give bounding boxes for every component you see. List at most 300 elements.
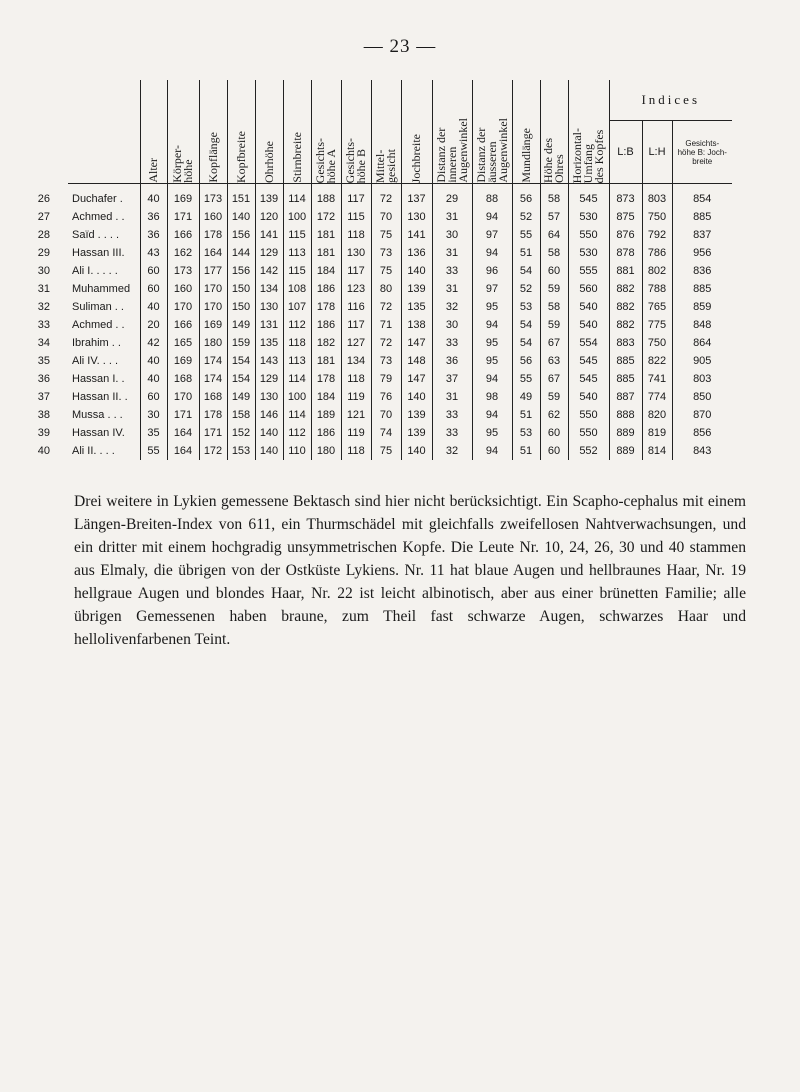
table-cell: 64 <box>540 226 568 244</box>
table-cell: 75 <box>371 442 401 460</box>
header-horizontal-umfang: Horizontal- Umfang des Kopfes <box>568 80 609 184</box>
table-cell: 882 <box>609 298 642 316</box>
table-cell: 40 <box>140 298 167 316</box>
table-cell: 112 <box>283 316 311 334</box>
table-cell: 112 <box>283 424 311 442</box>
row-number: 30 <box>37 265 50 277</box>
table-cell: 146 <box>255 406 283 424</box>
table-cell: 136 <box>401 244 432 262</box>
person-name: Hassan I. . <box>72 373 125 385</box>
table-cell: 30 <box>432 226 472 244</box>
person-name: Saïd . . . . <box>72 229 120 241</box>
person-name: Mussa . . . <box>72 409 123 421</box>
person-name: Duchafer . <box>72 193 123 205</box>
table-cell: 552 <box>568 442 609 460</box>
table-cell: 60 <box>140 280 167 298</box>
table-cell: 71 <box>371 316 401 334</box>
table-cell: 67 <box>540 370 568 388</box>
table-cell: 149 <box>227 388 255 406</box>
table-cell: 33 <box>432 334 472 352</box>
table-cell: 150 <box>227 280 255 298</box>
table-cell: 188 <box>311 184 341 209</box>
header-koerperhoehe: Körper- höhe <box>167 80 199 184</box>
table-cell: 545 <box>568 352 609 370</box>
table-cell: 31 <box>432 280 472 298</box>
table-cell: 177 <box>199 262 227 280</box>
table-cell: 60 <box>540 442 568 460</box>
table-cell: 856 <box>672 424 732 442</box>
table-cell: 186 <box>311 424 341 442</box>
table-cell: 864 <box>672 334 732 352</box>
table-row <box>68 406 732 424</box>
table-cell: 97 <box>472 226 512 244</box>
table-cell: 79 <box>371 370 401 388</box>
table-cell: 184 <box>311 262 341 280</box>
table-cell: 140 <box>401 262 432 280</box>
table-cell: 786 <box>642 244 672 262</box>
table-cell: 166 <box>167 316 199 334</box>
table-cell: 164 <box>199 244 227 262</box>
table-cell: 118 <box>341 442 371 460</box>
row-number: 31 <box>37 283 50 295</box>
table-cell: 173 <box>199 184 227 209</box>
table-cell: 181 <box>311 244 341 262</box>
table-cell: 843 <box>672 442 732 460</box>
table-cell: 62 <box>540 406 568 424</box>
table-cell: 836 <box>672 262 732 280</box>
table-cell: 850 <box>672 388 732 406</box>
table-cell: 75 <box>371 262 401 280</box>
header-mittelgesicht: Mittel- gesicht <box>371 80 401 184</box>
table-cell: 123 <box>341 280 371 298</box>
table-cell: 55 <box>512 226 540 244</box>
table-cell: 540 <box>568 298 609 316</box>
table-cell: 121 <box>341 406 371 424</box>
table-cell: 168 <box>167 370 199 388</box>
table-cell: 40 <box>140 184 167 209</box>
table-cell: 140 <box>401 442 432 460</box>
table-cell: 138 <box>401 316 432 334</box>
table-cell: 43 <box>140 244 167 262</box>
row-number: 40 <box>37 445 50 457</box>
table-cell: 545 <box>568 184 609 209</box>
table-cell: 72 <box>371 334 401 352</box>
table-cell: 141 <box>255 226 283 244</box>
table-cell: 130 <box>255 298 283 316</box>
header-kopfbreite: Kopfbreite <box>227 80 255 184</box>
table-cell: 150 <box>227 298 255 316</box>
table-cell: 170 <box>167 388 199 406</box>
table-cell: 60 <box>140 388 167 406</box>
table-cell: 169 <box>167 352 199 370</box>
table-cell: 159 <box>227 334 255 352</box>
table-cell: 95 <box>472 334 512 352</box>
table-cell: 550 <box>568 226 609 244</box>
table-cell: 164 <box>167 424 199 442</box>
table-cell: 178 <box>199 226 227 244</box>
table-cell: 20 <box>140 316 167 334</box>
person-name: Ali IV. . . . <box>72 355 119 367</box>
table-cell: 560 <box>568 280 609 298</box>
row-number: 39 <box>37 427 50 439</box>
table-cell: 96 <box>472 262 512 280</box>
table-cell: 154 <box>227 352 255 370</box>
table-cell: 56 <box>512 352 540 370</box>
table-cell: 180 <box>199 334 227 352</box>
table-cell: 94 <box>472 442 512 460</box>
table-cell: 74 <box>371 424 401 442</box>
table-row <box>68 262 732 280</box>
header-gesichtshoehe-a: Gesichts- höhe A <box>311 80 341 184</box>
table-cell: 120 <box>255 208 283 226</box>
person-name: Muhammed <box>72 283 131 295</box>
table-cell: 554 <box>568 334 609 352</box>
table-cell: 792 <box>642 226 672 244</box>
table-cell: 149 <box>227 316 255 334</box>
table-cell: 94 <box>472 244 512 262</box>
table-cell: 129 <box>255 244 283 262</box>
table-cell: 171 <box>167 406 199 424</box>
table-cell: 55 <box>512 370 540 388</box>
table-cell: 29 <box>432 184 472 209</box>
table-cell: 887 <box>609 388 642 406</box>
body-paragraph: Drei weitere in Lykien gemessene Bektasch sind hier nicht berücksichtigt. Ein Scapho-cephalus mit einem Längen-Breiten-Index von 611, ein Thurmschädel mit gleichfalls zweifellosen Nahtverwachsungen, und ein dritter mit einem hochgradig unsymmetrischen Kopfe. Die Leute Nr. 10, 24, 26, 30 und 40 stammen aus Elmaly, die übrigen von der Ostküste Lykiens. Nr. 11 hat blaue Augen und hellbraunes Haar, Nr. 19 hellgraue Augen und blondes Haar, Nr. 22 ist leicht albinotisch, aber aus einer brünetten Familie; alle übrigen Gemessenen haben braune, zum Theil fast schwarze Augen, schwarzes Haar und hellolivenfarbenen Teint. <box>74 493 746 648</box>
table-cell: 160 <box>167 280 199 298</box>
table-cell: 118 <box>341 226 371 244</box>
table-cell: 154 <box>227 370 255 388</box>
table-cell: 822 <box>642 352 672 370</box>
table-cell: 854 <box>672 184 732 209</box>
table-cell: 51 <box>512 244 540 262</box>
table-cell: 73 <box>371 352 401 370</box>
table-cell: 181 <box>311 226 341 244</box>
header-jochbreite: Jochbreite <box>401 80 432 184</box>
row-number: 35 <box>37 355 50 367</box>
table-cell: 51 <box>512 406 540 424</box>
table-row <box>68 352 732 370</box>
table-cell: 31 <box>432 388 472 406</box>
table-cell: 956 <box>672 244 732 262</box>
table-cell: 72 <box>371 298 401 316</box>
table-cell: 36 <box>140 226 167 244</box>
table-cell: 885 <box>609 370 642 388</box>
table-cell: 170 <box>199 298 227 316</box>
table-cell: 30 <box>432 316 472 334</box>
table-cell: 555 <box>568 262 609 280</box>
table-cell: 164 <box>167 442 199 460</box>
table-cell: 171 <box>199 424 227 442</box>
table-cell: 130 <box>341 244 371 262</box>
row-number: 27 <box>37 211 50 223</box>
table-cell: 60 <box>540 262 568 280</box>
table-cell: 144 <box>227 244 255 262</box>
row-number: 32 <box>37 301 50 313</box>
table-cell: 114 <box>283 406 311 424</box>
header-hoehe-ohres: Höhe des Ohres <box>540 80 568 184</box>
table-cell: 33 <box>432 262 472 280</box>
table-cell: 885 <box>609 352 642 370</box>
table-cell: 156 <box>227 226 255 244</box>
table-cell: 878 <box>609 244 642 262</box>
table-cell: 80 <box>371 280 401 298</box>
table-cell: 156 <box>227 262 255 280</box>
table-cell: 32 <box>432 442 472 460</box>
table-cell: 113 <box>283 244 311 262</box>
table-cell: 33 <box>432 406 472 424</box>
table-cell: 741 <box>642 370 672 388</box>
table-cell: 100 <box>283 388 311 406</box>
table-cell: 73 <box>371 244 401 262</box>
table-cell: 166 <box>167 226 199 244</box>
table-cell: 53 <box>512 424 540 442</box>
table-cell: 540 <box>568 388 609 406</box>
header-ohrhoehe: Ohrhöhe <box>255 80 283 184</box>
table-cell: 108 <box>283 280 311 298</box>
table-cell: 55 <box>140 442 167 460</box>
table-cell: 40 <box>140 370 167 388</box>
table-cell: 36 <box>432 352 472 370</box>
table-cell: 550 <box>568 424 609 442</box>
table-cell: 184 <box>311 388 341 406</box>
table-row <box>68 424 732 442</box>
row-number: 28 <box>37 229 50 241</box>
row-number: 38 <box>37 409 50 421</box>
table-cell: 883 <box>609 334 642 352</box>
table-cell: 142 <box>255 262 283 280</box>
table-cell: 140 <box>227 208 255 226</box>
table-cell: 110 <box>283 442 311 460</box>
table-cell: 889 <box>609 424 642 442</box>
table-cell: 75 <box>371 226 401 244</box>
table-cell: 158 <box>227 406 255 424</box>
table-cell: 881 <box>609 262 642 280</box>
table-cell: 189 <box>311 406 341 424</box>
table-cell: 545 <box>568 370 609 388</box>
table-cell: 530 <box>568 244 609 262</box>
table-cell: 788 <box>642 280 672 298</box>
table-cell: 178 <box>311 370 341 388</box>
index-lh-header: L:H <box>642 121 672 184</box>
table-cell: 147 <box>401 334 432 352</box>
table-cell: 137 <box>401 184 432 209</box>
table-cell: 114 <box>283 184 311 209</box>
table-cell: 148 <box>401 352 432 370</box>
table-cell: 162 <box>167 244 199 262</box>
header-distanz-aeusseren: Distanz der äusseren Augenwinkel <box>472 80 512 184</box>
table-cell: 173 <box>167 262 199 280</box>
table-cell: 814 <box>642 442 672 460</box>
table-cell: 117 <box>341 184 371 209</box>
table-cell: 802 <box>642 262 672 280</box>
table-cell: 870 <box>672 406 732 424</box>
table-cell: 172 <box>311 208 341 226</box>
table-cell: 95 <box>472 298 512 316</box>
table-cell: 135 <box>255 334 283 352</box>
table-cell: 143 <box>255 352 283 370</box>
table-cell: 60 <box>540 424 568 442</box>
header-row <box>68 80 732 121</box>
table-cell: 113 <box>283 352 311 370</box>
table-cell: 51 <box>512 442 540 460</box>
person-name: Achmed . . <box>72 211 125 223</box>
table-cell: 165 <box>167 334 199 352</box>
table-cell: 819 <box>642 424 672 442</box>
person-name: Hassan II. . <box>72 391 128 403</box>
table-cell: 63 <box>540 352 568 370</box>
table-row <box>68 184 732 209</box>
table-row <box>68 280 732 298</box>
table-cell: 848 <box>672 316 732 334</box>
table-cell: 140 <box>255 424 283 442</box>
table-cell: 127 <box>341 334 371 352</box>
table-cell: 31 <box>432 244 472 262</box>
table-cell: 118 <box>283 334 311 352</box>
table-cell: 139 <box>401 406 432 424</box>
header-kopflaenge: Kopflänge <box>199 80 227 184</box>
table-cell: 59 <box>540 388 568 406</box>
table-cell: 174 <box>199 370 227 388</box>
row-number: 33 <box>37 319 50 331</box>
header-alter: Alter <box>140 80 167 184</box>
table-cell: 53 <box>512 298 540 316</box>
row-number: 34 <box>37 337 50 349</box>
table-cell: 873 <box>609 184 642 209</box>
table-cell: 182 <box>311 334 341 352</box>
table-cell: 94 <box>472 316 512 334</box>
table-cell: 180 <box>311 442 341 460</box>
table-cell: 56 <box>512 184 540 209</box>
table-cell: 153 <box>227 442 255 460</box>
table-cell: 76 <box>371 388 401 406</box>
table-cell: 67 <box>540 334 568 352</box>
table-cell: 95 <box>472 352 512 370</box>
table-cell: 134 <box>341 352 371 370</box>
indices-header: Indices <box>609 80 732 121</box>
table-row <box>68 208 732 226</box>
table-cell: 750 <box>642 334 672 352</box>
table-cell: 35 <box>140 424 167 442</box>
table-cell: 115 <box>283 226 311 244</box>
table-cell: 70 <box>371 208 401 226</box>
table-cell: 52 <box>512 280 540 298</box>
table-cell: 803 <box>642 184 672 209</box>
table-cell: 30 <box>140 406 167 424</box>
table-cell: 139 <box>255 184 283 209</box>
table-cell: 37 <box>432 370 472 388</box>
measurement-table <box>68 80 732 460</box>
table-cell: 94 <box>472 406 512 424</box>
table-cell: 540 <box>568 316 609 334</box>
table-cell: 57 <box>540 208 568 226</box>
table-cell: 750 <box>642 208 672 226</box>
table-cell: 178 <box>199 406 227 424</box>
person-name: Ali II. . . . <box>72 445 115 457</box>
person-name: Ibrahim . . <box>72 337 121 349</box>
table-cell: 530 <box>568 208 609 226</box>
table-row <box>68 388 732 406</box>
table-cell: 820 <box>642 406 672 424</box>
table-cell: 70 <box>371 406 401 424</box>
table-cell: 59 <box>540 316 568 334</box>
page-number: — 23 — <box>363 36 437 57</box>
table-cell: 129 <box>255 370 283 388</box>
table-row <box>68 298 732 316</box>
row-number: 36 <box>37 373 50 385</box>
table-cell: 765 <box>642 298 672 316</box>
table-cell: 49 <box>512 388 540 406</box>
table-cell: 140 <box>255 442 283 460</box>
table-cell: 100 <box>283 208 311 226</box>
header-mundlaenge: Mundlänge <box>512 80 540 184</box>
table-cell: 170 <box>167 298 199 316</box>
table-cell: 131 <box>255 316 283 334</box>
table-cell: 32 <box>432 298 472 316</box>
table-cell: 118 <box>341 370 371 388</box>
table-cell: 94 <box>472 208 512 226</box>
table-cell: 174 <box>199 352 227 370</box>
table-cell: 107 <box>283 298 311 316</box>
table-cell: 114 <box>283 370 311 388</box>
table-row <box>68 226 732 244</box>
table-cell: 186 <box>311 280 341 298</box>
table-cell: 875 <box>609 208 642 226</box>
header-gesichtshoehe-b: Gesichts- höhe B <box>341 80 371 184</box>
table-cell: 72 <box>371 184 401 209</box>
table-cell: 181 <box>311 352 341 370</box>
table-cell: 54 <box>512 262 540 280</box>
table-cell: 171 <box>167 208 199 226</box>
table-cell: 115 <box>283 262 311 280</box>
table-cell: 134 <box>255 280 283 298</box>
table-cell: 152 <box>227 424 255 442</box>
table-cell: 54 <box>512 316 540 334</box>
table-cell: 889 <box>609 442 642 460</box>
table-cell: 117 <box>341 316 371 334</box>
table-cell: 88 <box>472 184 512 209</box>
table-row <box>68 244 732 262</box>
person-name: Achmed . . <box>72 319 125 331</box>
table-cell: 116 <box>341 298 371 316</box>
table-cell: 58 <box>540 244 568 262</box>
person-name: Hassan IV. <box>72 427 125 439</box>
table-cell: 130 <box>255 388 283 406</box>
table-cell: 168 <box>199 388 227 406</box>
table-cell: 151 <box>227 184 255 209</box>
table-cell: 885 <box>672 280 732 298</box>
table-cell: 119 <box>341 388 371 406</box>
table-cell: 170 <box>199 280 227 298</box>
table-cell: 859 <box>672 298 732 316</box>
table-cell: 775 <box>642 316 672 334</box>
table-cell: 59 <box>540 280 568 298</box>
table-cell: 58 <box>540 298 568 316</box>
table-cell: 31 <box>432 208 472 226</box>
table-cell: 186 <box>311 316 341 334</box>
table-cell: 130 <box>401 208 432 226</box>
table-cell: 172 <box>199 442 227 460</box>
table-cell: 97 <box>472 280 512 298</box>
table-row <box>68 316 732 334</box>
table-cell: 803 <box>672 370 732 388</box>
table-cell: 58 <box>540 184 568 209</box>
table-cell: 876 <box>609 226 642 244</box>
row-number: 29 <box>37 247 50 259</box>
row-number: 37 <box>37 391 50 403</box>
table-cell: 147 <box>401 370 432 388</box>
table-cell: 42 <box>140 334 167 352</box>
table-cell: 115 <box>341 208 371 226</box>
table-cell: 882 <box>609 280 642 298</box>
